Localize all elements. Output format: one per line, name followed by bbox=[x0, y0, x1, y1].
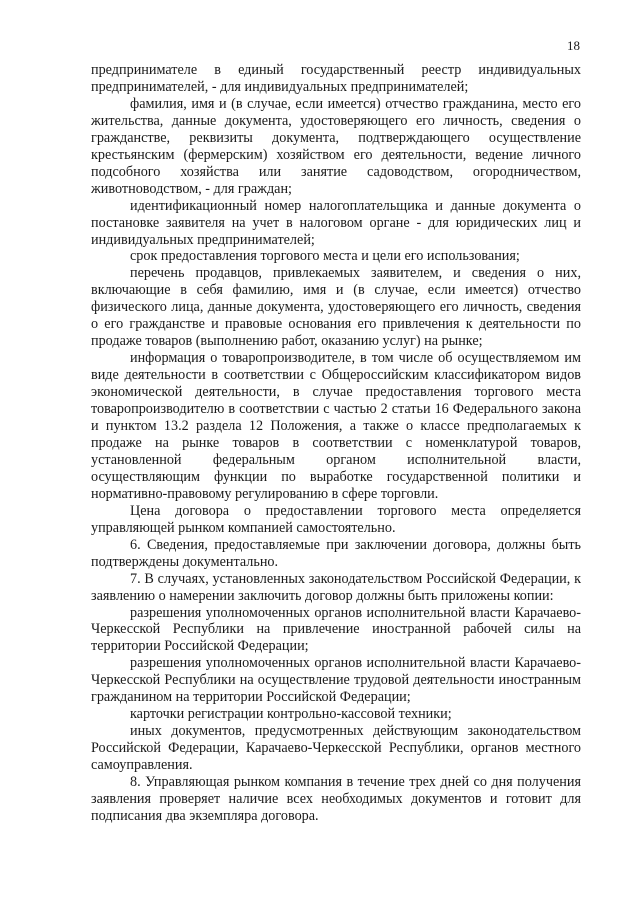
page-number: 18 bbox=[567, 38, 580, 53]
paragraph-item-8: 8. Управляющая рынком компания в течение трех дней со дня получения заявления проверяет наличие всех необходимых документов и готовит для подписания два экземпляра договора. bbox=[91, 774, 581, 824]
paragraph-tax-id: идентификационный номер налогоплательщика и данные документа о постановке заявителя на учет в налоговом органе - для юридических лиц и индивидуальных предпринимателей; bbox=[91, 197, 581, 248]
paragraph-other-documents: иных документов, предусмотренных действующим законодательством Российской Федерации, Карачаево-Черкесской Республики, органов местного самоуправления. bbox=[91, 723, 581, 774]
paragraph-sellers-list: перечень продавцов, привлекаемых заявителем, и сведения о них, включающие в себя фамилию, имя и (в случае, если имеется) отчество физического лица, данные документа, удостоверяющего его личность, сведения о его гражданстве и правовые основания его привлечения к деятельности по продаже товаров (выполнению работ, оказанию услуг) на рынке; bbox=[91, 265, 581, 350]
paragraph-work-permit: разрешения уполномоченных органов исполнительной власти Карачаево-Черкесской Республики на осуществление трудовой деятельности иностранным гражданином на территории Российской Федерации; bbox=[91, 655, 581, 706]
paragraph-term: срок предоставления торгового места и цели его использования; bbox=[130, 248, 520, 265]
paragraph-citizen-data: фамилия, имя и (в случае, если имеется) отчество гражданина, место его жительства, данные документа, удостоверяющего его личность, сведения о гражданстве, реквизиты документа, подтверждающего осуществление крестьянским (фермерским) хозяйством его деятельности, ведение личного подсобного хозяйства или занятие садоводством, огородничеством, животноводством, - для граждан; bbox=[91, 95, 581, 197]
paragraph-producer-info: информация о товаропроизводителе, в том числе об осуществляемом им виде деятельности в соответствии с Общероссийским классификатором видов экономической деятельности, в случае предоставления торгового места товаропроизводителю в соответствии с частью 2 статьи 16 Федерального закона и пунктом 13.2 раздела 12 Положения, а также о классе предполагаемых к продаже на рынке товаров в соответствии с номенклатурой товаров, установленной федеральным органом исполнительной власти, осуществляющим функции по выработке государственной политики и нормативно-правовому регулированию в сфере торговли. bbox=[91, 350, 581, 502]
document-body bbox=[91, 62, 581, 825]
paragraph-contract-price: Цена договора о предоставлении торгового места определяется управляющей рынком компанией самостоятельно. bbox=[91, 502, 581, 536]
paragraph-continuation: предпринимателе в единый государственный реестр индивидуальных предпринимателей, - для индивидуальных предпринимателей; bbox=[91, 62, 581, 95]
paragraph-cash-register: карточки регистрации контрольно-кассовой техники; bbox=[130, 706, 452, 723]
paragraph-item-6: 6. Сведения, предоставляемые при заключении договора, должны быть подтверждены документально. bbox=[91, 536, 581, 570]
paragraph-item-7: 7. В случаях, установленных законодательством Российской Федерации, к заявлению о намерении заключить договор должны быть приложены копии: bbox=[91, 570, 581, 604]
paragraph-foreign-labor-permit: разрешения уполномоченных органов исполнительной власти Карачаево-Черкесской Республики на привлечение иностранной рабочей силы на территории Российской Федерации; bbox=[91, 604, 581, 655]
